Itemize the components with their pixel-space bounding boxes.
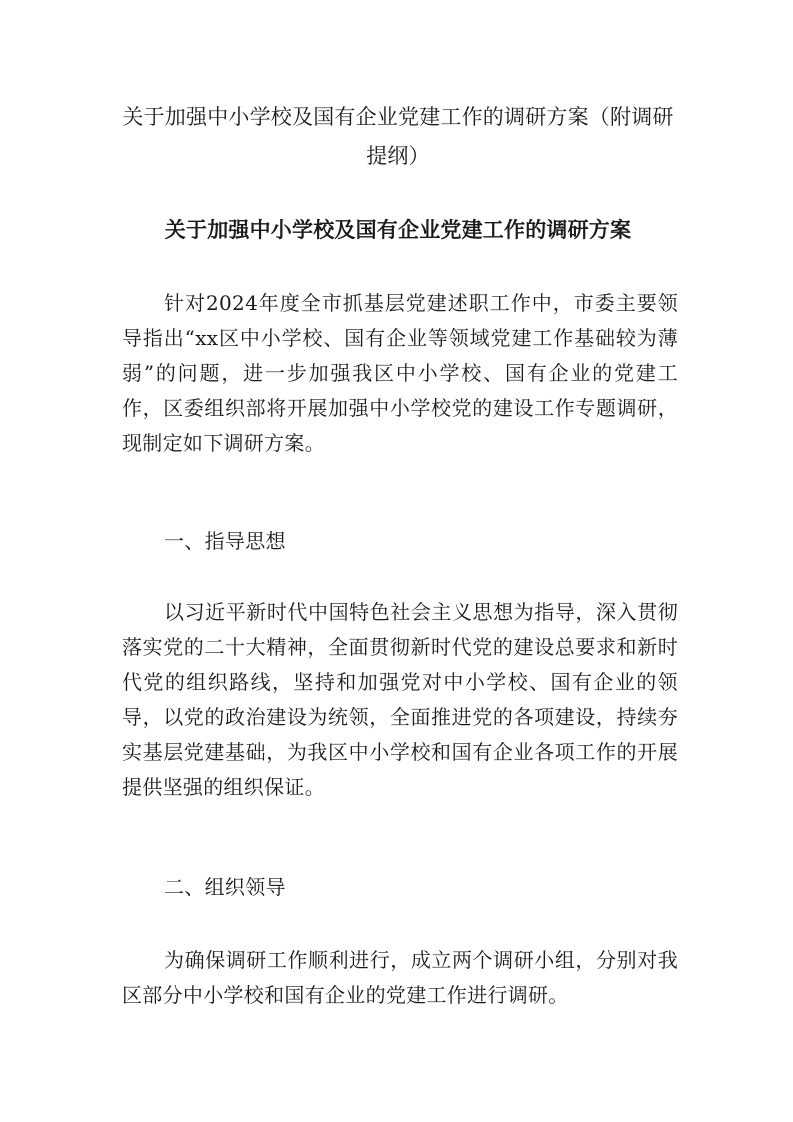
section-heading-guiding-ideology: 一、指导思想 bbox=[164, 529, 286, 553]
section-heading-organization-leadership: 二、组织领导 bbox=[164, 875, 286, 899]
document-title: 关于加强中小学校及国有企业党建工作的调研方案（附调研提纲） bbox=[122, 105, 674, 168]
organization-leadership-paragraph: 为确保调研工作顺利进行，成立两个调研小组，分别对我区部分中小学校和国有企业的党建工作进行调研。 bbox=[122, 948, 678, 1007]
document-subtitle: 关于加强中小学校及国有企业党建工作的调研方案 bbox=[164, 217, 632, 242]
guiding-ideology-paragraph: 以习近平新时代中国特色社会主义思想为指导，深入贯彻落实党的二十大精神，全面贯彻新时代党的建设总要求和新时代党的组织路线，坚持和加强党对中小学校、国有企业的领导，以党的政治建设为统领，全面推进党的各项建设，持续夯实基层党建基础，为我区中小学校和国有企业各项工作的开展提供坚强的组织保证。 bbox=[122, 600, 678, 799]
intro-paragraph: 针对2024年度全市抓基层党建述职工作中，市委主要领导指出“xx区中小学校、国有企业等领域党建工作基础较为薄弱”的问题，进一步加强我区中小学校、国有企业的党建工作，区委组织部将开展加强中小学校党的建设工作专题调研，现制定如下调研方案。 bbox=[122, 291, 678, 455]
